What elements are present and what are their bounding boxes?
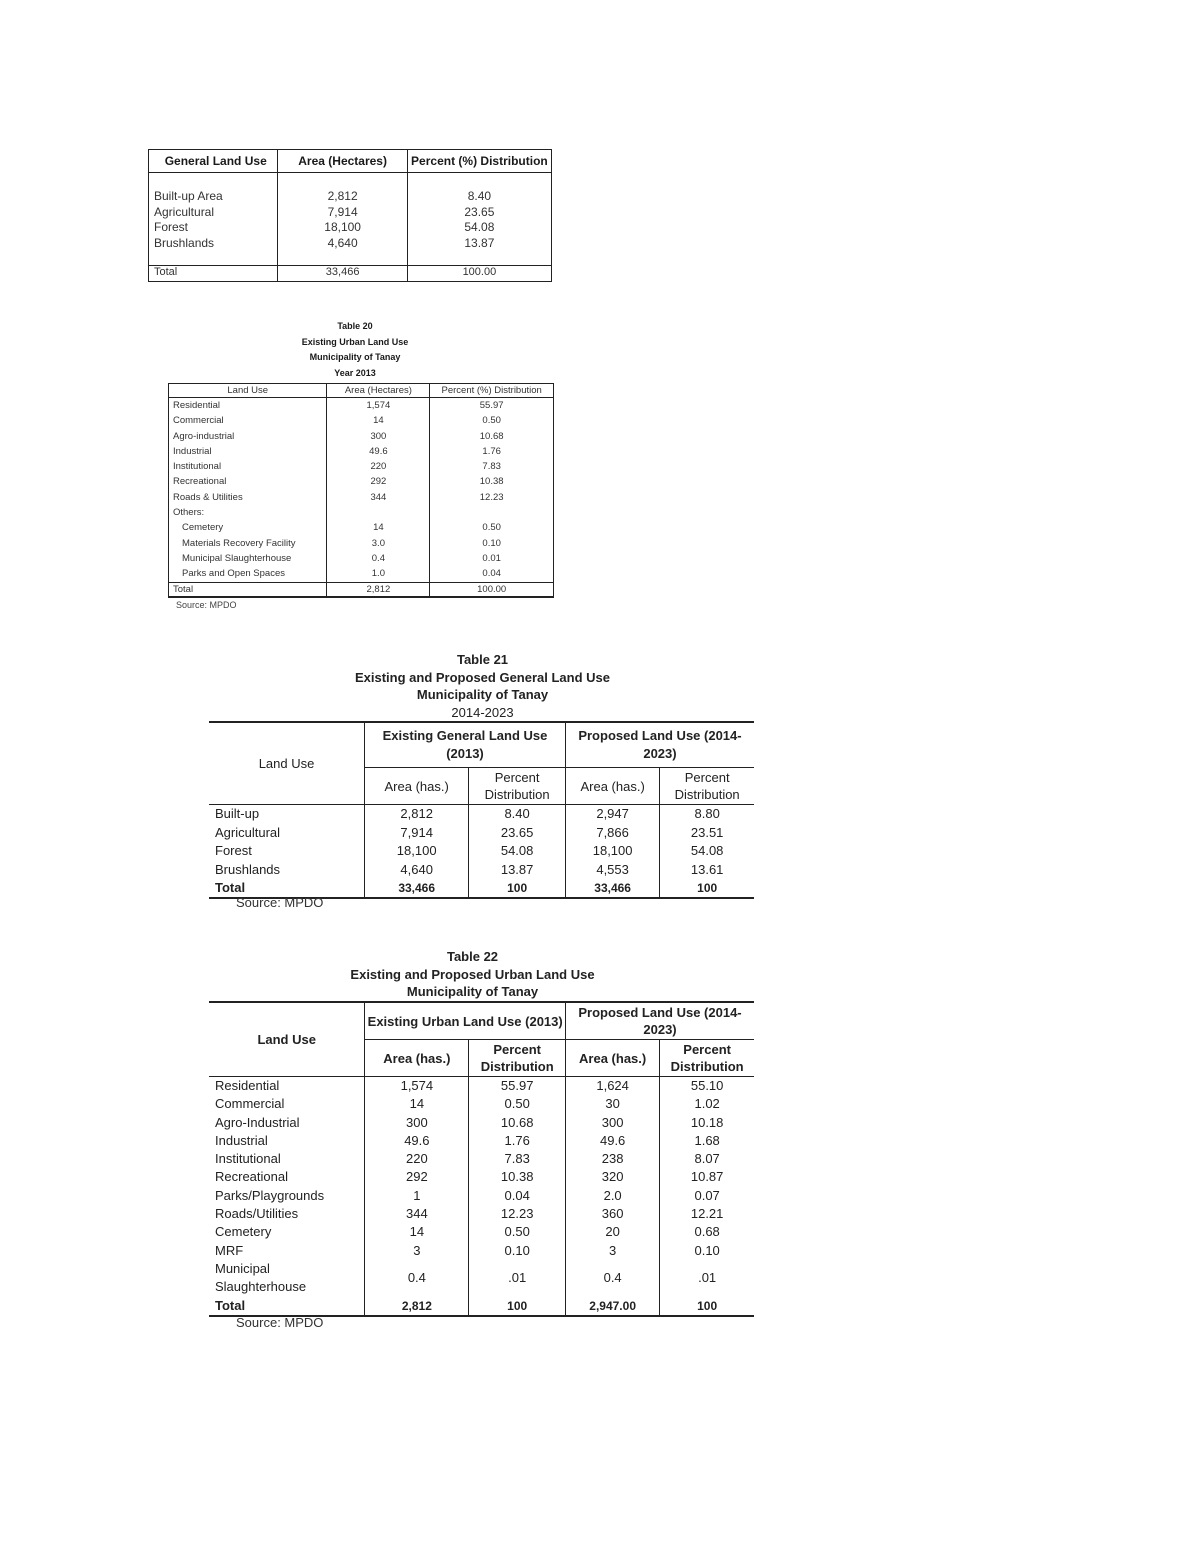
table-header-cell: Existing General Land Use (2013) — [365, 722, 566, 768]
land-use-column — [149, 173, 278, 266]
table-cell: Institutional — [169, 459, 327, 474]
table-cell: 10.38 — [430, 474, 554, 489]
table-cell: Agricultural — [154, 204, 215, 219]
table-row — [209, 1132, 754, 1150]
table-row — [169, 536, 554, 551]
table-cell: 23.65 — [464, 204, 495, 219]
table-cell: 54.08 — [660, 842, 754, 861]
table-header-cell: Area (has.) — [566, 1040, 660, 1077]
urban-land-use-comparison-table — [209, 1001, 754, 1317]
table-cell: Built-up Area — [154, 189, 223, 203]
table-header-cell: Percent Distribution — [469, 1040, 566, 1077]
table-cell: 10.68 — [430, 429, 554, 444]
table-row — [169, 413, 554, 428]
table-row — [169, 429, 554, 444]
total-row — [169, 582, 554, 597]
table20-caption — [270, 319, 440, 381]
table-cell: MRF — [215, 1242, 244, 1258]
table-header-cell: Land Use — [209, 722, 365, 805]
table-header-cell: Existing Urban Land Use (2013) — [365, 1002, 566, 1040]
table-cell: 0.10 — [660, 1242, 754, 1260]
caption-line: Municipality of Tanay — [406, 984, 539, 999]
table-cell: 3.0 — [327, 536, 430, 551]
table-cell: 1.0 — [327, 566, 430, 582]
table-cell: 344 — [365, 1205, 469, 1223]
table-row — [209, 1077, 754, 1096]
table-cell: Municipal Slaughterhouse — [215, 1260, 307, 1295]
existing-urban-land-use-table — [168, 383, 554, 598]
table-cell: Institutional — [215, 1151, 281, 1167]
table-cell: Parks and Open Spaces — [169, 566, 327, 582]
table-cell: 0.4 — [327, 551, 430, 566]
table-row — [209, 824, 754, 843]
table-cell: 20 — [566, 1223, 660, 1241]
table-cell: 0.01 — [430, 551, 554, 566]
table-cell: Commercial — [215, 1096, 285, 1112]
table-cell: 320 — [566, 1168, 660, 1186]
table-header-cell: Percent Distribution — [660, 1040, 754, 1077]
table-cell: 49.6 — [327, 444, 430, 459]
table-cell: 2,947 — [565, 805, 659, 824]
table-header-cell: Area (Hectares) — [278, 150, 407, 173]
table-cell: 8.07 — [660, 1150, 754, 1168]
table-cell: 54.08 — [464, 220, 495, 234]
table-cell: Brushlands — [154, 235, 215, 250]
caption-line: Municipality of Tanay — [309, 352, 401, 362]
table-row — [169, 566, 554, 582]
table-header-cell: Area (has.) — [565, 768, 659, 805]
caption-line: Table 20 — [337, 321, 373, 331]
source-note: Source: MPDO — [236, 895, 324, 910]
total-row — [209, 1297, 754, 1316]
table-cell: Industrial — [215, 1132, 268, 1148]
table-cell: Forest — [154, 220, 189, 234]
table-row — [209, 1114, 754, 1132]
table-header-cell: Area (Hectares) — [327, 384, 430, 398]
general-land-use-comparison-table — [209, 721, 754, 899]
table-cell: 100 — [469, 1297, 566, 1316]
table-cell: 292 — [365, 1168, 469, 1186]
table-cell: 7.83 — [469, 1150, 566, 1168]
table-cell: 23.65 — [469, 824, 566, 843]
table-header-cell: Percent (%) Distribution — [407, 150, 551, 173]
table-cell: 0.50 — [469, 1223, 566, 1241]
table-header-cell: Land Use — [169, 384, 327, 398]
table-cell: 0.68 — [660, 1223, 754, 1241]
table-cell: 0.10 — [469, 1242, 566, 1260]
table-cell: 3 — [566, 1242, 660, 1260]
table-row — [169, 551, 554, 566]
table-cell: 0.04 — [469, 1187, 566, 1205]
table-header-cell: Proposed Land Use (2014-2023) — [565, 722, 754, 768]
table-row — [209, 805, 754, 824]
table-header-cell: Percent (%) Distribution — [430, 384, 554, 398]
table-cell: Materials Recovery Facility — [169, 536, 327, 551]
table-cell: 1,574 — [365, 1077, 469, 1096]
percent-column — [407, 173, 551, 266]
table-cell: 2,812 — [327, 189, 358, 203]
table-cell: 7.83 — [430, 459, 554, 474]
table-cell: 360 — [566, 1205, 660, 1223]
table-cell: Built-up — [215, 806, 260, 821]
table-cell: 55.10 — [660, 1077, 754, 1096]
table-cell: Municipal Slaughterhouse — [169, 551, 327, 566]
table-cell: 0.50 — [469, 1095, 566, 1113]
table-cell: 100 — [660, 1297, 754, 1316]
table-cell: 0.4 — [566, 1260, 660, 1297]
table-cell: Recreational — [169, 474, 327, 489]
table-cell: 10.38 — [469, 1168, 566, 1186]
table-cell: 2,812 — [365, 1297, 469, 1316]
table-cell: 0.04 — [430, 566, 554, 582]
table-header-cell: Area (has.) — [365, 768, 469, 805]
table-cell: 2,812 — [327, 582, 430, 597]
table-row — [209, 1223, 754, 1241]
table-cell: 8.40 — [467, 189, 492, 203]
table-cell: Residential — [215, 1078, 280, 1093]
table-cell: Brushlands — [215, 861, 281, 877]
table-cell: 14 — [327, 520, 430, 535]
table-cell: 1.76 — [469, 1132, 566, 1150]
table-cell: 33,466 — [278, 266, 407, 282]
source-note: Source: MPDO — [176, 600, 237, 610]
caption-line: Existing and Proposed General Land Use — [354, 669, 610, 685]
table-header-cell: Percent Distribution — [660, 768, 754, 805]
table-cell: Total — [149, 266, 278, 282]
table-cell: .01 — [660, 1260, 754, 1297]
table-cell: 2,812 — [365, 805, 469, 824]
table-cell: .01 — [469, 1260, 566, 1297]
table-row — [209, 1095, 754, 1113]
table-cell: 100 — [660, 879, 754, 898]
table-cell: 10.68 — [469, 1114, 566, 1132]
table-row — [209, 1187, 754, 1205]
table-cell: Cemetery — [169, 520, 327, 535]
table-row — [169, 505, 554, 520]
table-row — [209, 1168, 754, 1186]
table-row — [209, 842, 754, 861]
table-header-cell: Proposed Land Use (2014-2023) — [566, 1002, 755, 1040]
table-cell: Total — [209, 1297, 365, 1316]
table-cell: 100.00 — [430, 582, 554, 597]
caption-line: Existing Urban Land Use — [301, 336, 409, 347]
table-cell: 13.87 — [469, 861, 566, 880]
table-row — [209, 861, 754, 880]
table-header-cell: General Land Use — [149, 150, 278, 173]
table-cell: 1.02 — [660, 1095, 754, 1113]
table-cell: Industrial — [169, 444, 327, 459]
table-cell: 1,624 — [566, 1077, 660, 1096]
table-cell: 12.23 — [469, 1205, 566, 1223]
caption-line: Table 22 — [446, 949, 499, 964]
table-cell: 14 — [327, 413, 430, 428]
table-cell: 7,914 — [327, 204, 358, 219]
table-row — [209, 1242, 754, 1260]
table-row — [169, 490, 554, 505]
caption-line: 2014-2023 — [451, 704, 514, 720]
table-cell: 220 — [327, 459, 430, 474]
table-cell: 12.21 — [660, 1205, 754, 1223]
table-cell: 14 — [365, 1095, 469, 1113]
table-cell: 12.23 — [430, 490, 554, 505]
table-cell: 300 — [566, 1114, 660, 1132]
table-cell: 2,947.00 — [566, 1297, 660, 1316]
table-cell: Others: — [169, 505, 327, 520]
table-cell: 7,866 — [565, 824, 659, 843]
table-cell: Total — [169, 582, 327, 597]
table-cell: 300 — [327, 429, 430, 444]
table-cell: 4,553 — [565, 861, 659, 880]
table-cell: 55.97 — [469, 1077, 566, 1096]
table-cell: 292 — [327, 474, 430, 489]
table-cell: 1,574 — [327, 398, 430, 414]
table-cell: Roads/Utilities — [215, 1206, 299, 1222]
table-cell: 8.80 — [660, 805, 754, 824]
table-cell: 4,640 — [327, 235, 358, 250]
table-cell: 18,100 — [365, 842, 469, 861]
table22-caption — [330, 948, 615, 1001]
table-header-cell: Percent Distribution — [469, 768, 566, 805]
table-row — [169, 459, 554, 474]
table-cell: 49.6 — [365, 1132, 469, 1150]
table-cell: 0.10 — [430, 536, 554, 551]
area-column — [278, 173, 407, 266]
table-cell: 4,640 — [365, 861, 469, 880]
table-cell: 2.0 — [566, 1187, 660, 1205]
table-row — [209, 1205, 754, 1223]
table-cell: Cemetery — [215, 1224, 272, 1240]
caption-line: Municipality of Tanay — [416, 687, 549, 702]
table-row — [169, 398, 554, 414]
general-land-use-table — [148, 149, 552, 282]
table-cell: Roads & Utilities — [169, 490, 327, 505]
table-row — [169, 444, 554, 459]
table-cell: 18,100 — [324, 220, 361, 234]
table-cell: Commercial — [169, 413, 327, 428]
table-cell: 1.68 — [660, 1132, 754, 1150]
table-cell: Agro-industrial — [169, 429, 327, 444]
table-row — [209, 1260, 754, 1297]
table-cell: 3 — [365, 1242, 469, 1260]
table-header-cell: Land Use — [209, 1002, 365, 1077]
table-cell: 55.97 — [430, 398, 554, 414]
table-cell: Agro-Industrial — [215, 1114, 300, 1130]
table-cell: Agricultural — [215, 824, 281, 840]
source-note: Source: MPDO — [236, 1315, 324, 1330]
table-cell: 7,914 — [365, 824, 469, 843]
table-row — [169, 474, 554, 489]
table-row — [169, 520, 554, 535]
table-cell: 1 — [365, 1187, 469, 1205]
table-cell: 33,466 — [365, 879, 469, 898]
caption-line: Table 21 — [456, 652, 509, 667]
table-row — [209, 1150, 754, 1168]
caption-line: Year 2013 — [334, 367, 376, 378]
table-cell: 23.51 — [660, 824, 754, 843]
table-cell: 49.6 — [566, 1132, 660, 1150]
caption-line: Existing and Proposed Urban Land Use — [350, 966, 595, 982]
table-cell: Parks/Playgrounds — [215, 1187, 325, 1203]
table-cell: 0.50 — [430, 413, 554, 428]
table-cell: Total — [209, 879, 365, 898]
table-cell: 0.07 — [660, 1187, 754, 1205]
table-cell: 54.08 — [469, 842, 566, 861]
table-cell: 1.76 — [430, 444, 554, 459]
table-cell: Recreational — [215, 1169, 288, 1185]
table-cell: 344 — [327, 490, 430, 505]
table-cell: 100.00 — [407, 266, 551, 282]
table-cell: 300 — [365, 1114, 469, 1132]
table-cell: 0.50 — [430, 520, 554, 535]
table-cell: Forest — [215, 843, 252, 858]
table-cell: 10.18 — [660, 1114, 754, 1132]
table-cell: 33,466 — [565, 879, 659, 898]
table-cell: 18,100 — [565, 842, 659, 861]
table-cell: 0.4 — [365, 1260, 469, 1297]
table-cell — [327, 505, 430, 520]
table-header-cell: Area (has.) — [365, 1040, 469, 1077]
table-cell: 220 — [365, 1150, 469, 1168]
table-cell — [430, 505, 554, 520]
table-cell: 13.61 — [660, 861, 754, 880]
table-cell: 10.87 — [660, 1168, 754, 1186]
table-cell: 14 — [365, 1223, 469, 1241]
table-cell: 100 — [469, 879, 566, 898]
total-row — [149, 266, 552, 282]
table-cell: 30 — [566, 1095, 660, 1113]
table-cell: 8.40 — [469, 805, 566, 824]
table-cell: Residential — [169, 398, 327, 414]
table-cell: 13.87 — [464, 235, 495, 250]
table21-caption — [340, 651, 625, 721]
table-cell: 238 — [566, 1150, 660, 1168]
